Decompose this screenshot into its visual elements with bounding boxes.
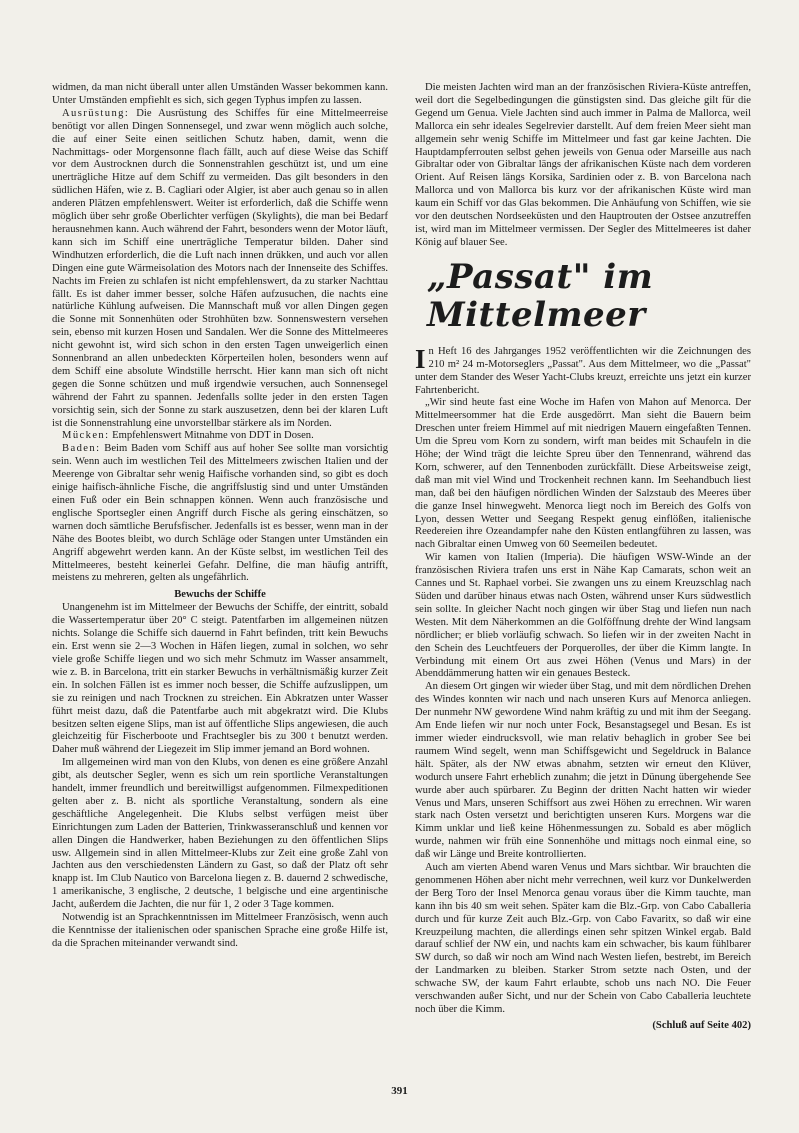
label-mosquitoes: Mücken: <box>62 430 110 442</box>
continued-note: (Schluß auf Seite 402) <box>652 1019 751 1031</box>
label-equipment: Ausrüstung: <box>62 107 130 119</box>
paragraph-mosquitoes <box>52 430 388 443</box>
paragraph-italy: Wir kamen von Italien (Imperia). Die häufigen WSW-Winde an der französischen Riviera trafen uns erst in Nähe Kap Camarats, schon weit an Cannes und St. Raphael vorbei. Sie zwangen uns zu einem Kreuzschlag nach Süden und darüber hinaus etwas nach Osten, während unser Kurs südwestlich sein sollte. In gleicher Nacht noch gingen wir über Stag und liefen nun nach Westen. Mit dem Näherkommen an die Golföffnung drehte der Wind langsam nördlicher; er blieb vorläufig schwach. So liefen wir in der zweiten Nacht in den Schein des Leuchtfeuers der Porquerolles, der über die Kimm langte. In Verbindung mit einem Ort aus zwei Höhen (Venus und Mars) in der Abenddämmerung hatten wir ein genaues Besteck. <box>415 552 751 680</box>
paragraph-clubs: Im allgemeinen wird man von den Klubs, von denen es eine größere Anzahl gibt, als deutscher Segler, wenn es sich um rein sportliche Veranstaltungen handelt, immer freundlich und bereitwilligst aufgenommen. Filmexpeditionen gelten aber z. B. nicht als sportliche Veranstaltung, sondern als eine geschäftliche Angelegenheit. Die Klubs selbst verfügen meist über Einrichtungen zum Laden der Batterien, Trinkwasseranschluß und kennen vor allen Dingen die Handwerker, haben Beziehungen zu den öffentlichen Slips usw. Allgemein sind in allen Mittelmeer-Klubs zur Zeit eine große Zahl von Jachten aus den verschiedensten Ländern zu Gast, so daß der Platz oft sehr knapp ist. Im Club Nautico von Barcelona liegen z. B. dauernd 2 schwedische, 1 amerikanische, 3 englische, 2 deutsche, 1 belgische und eine argentinische Jacht, außerdem die Jachten, die nur für 1, 2 oder 3 Tage kommen. <box>52 757 388 911</box>
drop-cap: I <box>415 343 426 374</box>
text-mosquitoes: Empfehlenswert Mitnahme von DDT in Dosen. <box>109 430 314 442</box>
paragraph-water-typhus: widmen, da man nicht überall unter allen Umständen Wasser bekommen kann. Unter Umständen empfiehlt es sich, sich gegen Typhus impfen zu lassen. <box>52 82 388 106</box>
article-title: „Passat" im Mittelmeer <box>427 256 654 335</box>
text-bathing: Beim Baden vom Schiff aus auf hoher See sollte man vorsichtig sein. Wenn auch im westlichen Teil des Mittelmeers zwischen Italien und der Meerenge von Gibraltar sehr wenig Haifische vorhanden sind, so gibt es doch einige haifisch-ähnliche Fische, die angriffslustig sind und unter Umständen einen Fuß oder ein Bein schnappen können. Wenn auch französische und englische Sportsegler einen Angriff durch Fische als gering einschätzen, so warnen doch sämtliche Berufsfischer. Jedenfalls ist es besser, wenn man in der Nähe des Bootes bleibt, wo durch Schläge oder Stangen unter Umständen ein Angriff abgewehrt werden kann. An der Küste selbst, im westlichen Teil des Mittelmeeres, besteht keinerlei Gefahr. Delfine, die man häufig antrifft, meistens zu mehreren, gelten als ungefährlich. <box>52 443 388 584</box>
section-heading-fouling: Bewuchs der Schiffe <box>174 589 266 601</box>
paragraph-fouling: Unangenehm ist im Mittelmeer der Bewuchs der Schiffe, der eintritt, sobald die Wassertemperatur über 20° C steigt. Patentfarben im allgemeinen nützen nichts. Solange die Schiffe sich dauernd in Fahrt befinden, tritt kein Bewuchs ein. Erst wenn sie 2—3 Wochen in Häfen liegen, zumal in solchen, wo sehr viele große Schiffe liegen und wo sich mehr Schmutz im Wasser ansammelt, wie z. B. in Barcelona, tritt ein starker Bewuchs in verhältnismäßig kurzer Zeit ein. In solchen Fällen ist es immer noch besser, die Schiffe aufzuslippen, um sie zu reinigen und nach Trocknen zu streichen. Ein Abkratzen unter Wasser führt meist dazu, daß die Patentfarbe auch mit abgekratzt wird. Die Klubs besitzen selten eigene Slips, man ist auf öffentliche Slips angewiesen, die auch gleichzeitig für Fischerboote und Frachtsegler bis zu 300 t benutzt werden. Daher muß während der Liegezeit im Slip immer jemand an Bord wohnen. <box>52 602 388 756</box>
paragraph-fourth-evening: Auch am vierten Abend waren Venus und Mars sichtbar. Wir brauchten die genommenen Höhen aber nicht mehr verrechnen, weil kurz vor Dunkelwerden der Berg Toro der Insel Menorca genau voraus über die Kimm tauchte, man kann ihn bis 40 sm weit sehen. Später kam die Blz.-Grp. von Cabo Caballeria durch und für kurze Zeit auch Blz.-Grp. von Cabo Favaritx, so daß wir eine Kreuzpeilung machten, die allerdings einen sehr spitzen Winkel ergab. Bald darauf schlief der NW ein, und nachts kam ein schwacher, bis kaum fühlbarer SW durch, so daß wir noch am Wind nach Westen liefen, bestrebt, im Bereich der Landmarken zu bleiben. Starker Strom setzte nach Osten, und der schwache SW, der kaum Fahrt erlaubte, schob uns nach NO. Die Feuer verschwanden außer Sicht, und nur der Schein von Cabo Caballeria leuchtete noch über die Kimm. <box>415 862 751 1015</box>
page-number: 391 <box>391 1085 408 1097</box>
paragraph-bathing <box>52 443 388 585</box>
left-column <box>52 82 388 951</box>
paragraph-equipment <box>52 108 388 431</box>
paragraph-position: An diesem Ort gingen wir wieder über Stag, und mit dem nördlichen Drehen des Windes konnten wir nach und nach unseren Kurs auf Menorca anliegen. Der nunmehr NW gewordene Wind nahm kräftig zu und mit ihm der Seegang. Am Ende liefen wir nur noch unter Fock, Besanstagsegel und Besan. Es ist immer wieder eindrucksvoll, wie man relativ behaglich in grober See bei raumem Wind segelt, wenn man Schiffsgewicht und Segeldruck in Balance hält. Später, als der NW etwas abnahm, setzten wir erneut den Klüver, wodurch unsere Fahrt erheblich zunahm; die jetzt in Dünung übergehende See wurde aber auch spürbarer. Zu Beginn der dritten Nacht hatten wir wieder Venus und Mars, unseren Schiffsort aus zwei Höhen zu errechnen. Wir waren stark nach Osten versetzt und berichtigten unseren Kurs. Morgens war die Kimm unklar und ließ keine Höhenmessungen zu. Sobald es aber möglich wurde, nahmen wir früh eine Sonnenhöhe und mittags noch einmal eine, so daß wir Länge und Breite kontrollierten. <box>415 681 751 861</box>
paragraph-languages: Notwendig ist an Sprachkenntnissen im Mittelmeer Französisch, wenn auch die Kenntnisse der italienischen oder spanischen Sprache eine große Hilfe ist, da die Sprachen miteinander verwandt sind. <box>52 912 388 949</box>
paragraph-yachts: Die meisten Jachten wird man an der französischen Riviera-Küste antreffen, weil dort die Segelbedingungen die günstigsten sind. Das gleiche gilt für die Gegend um Genua. Viele Jachten sind auch immer in Palma de Mallorca, weil Mallorca ein sehr ideales Segelrevier darstellt. Auf dem freien Meer sieht man allgemein sehr wenig Schiffe im Mittelmeer und fast gar keine Jachten. Die Hauptdampferrouten selbst gehen jeweils von Genua oder Marseille aus nach Gibraltar oder von Gibraltar längs der afrikanischen Küste nach dem vorderen Orient. Auf Reisen längs Korsika, Sardinien oder z. B. von Barcelona nach Mallorca und von Mallorca bis kurz vor der afrikanischen Küste wird man kaum ein Schiff vor das Glas bekommen. Die Anhäufung von Schiffen, wie sie vor den deutschen Nordseeküsten und den Hauptrouten der Ostsee anzutreffen ist, wird man im Mittelmeer vermissen. Der Segler des Mittelmeeres ist daher König auf blauer See. <box>415 82 751 248</box>
paragraph-mahon: „Wir sind heute fast eine Woche im Hafen von Mahon auf Menorca. Der Mittelmeersommer hat die Erde ausgedörrt. Man sieht die Bauern beim Dreschen unter freiem Himmel auf mit niedrigen Mauern eingefaßten Tennen. Um die Spreu vom Korn zu sondern, wirft man beides mit Schaufeln in die Höhe; der Wind trägt die leichte Spreu über den Tennenrand, während das Korn, schwerer, auf den Tennenboden zurückfällt. Diese Arbeitsweise zeigt, daß man mit viel Wind und Trockenheit rechnen kann. Im Seehandbuch liest man, daß bei den häufigen nördlichen Winden der Salzstaub des Meeres über die ganze Insel hinwegweht. Menorca liegt noch im Bereich des Golfs von Lyon, dessen Wetter und Seegang Respekt genug einflößen, italienische Reedereien ihre Ozeandampfer nahe den Küsten entlangführen zu lassen, was nach Gibraltar einen Umweg von 60 Seemeilen bedeutet. <box>415 397 751 551</box>
text-equipment: Die Ausrüstung des Schiffes für eine Mittelmeerreise benötigt vor allen Dingen Sonnensegel, und zwar wenn möglich auch solche, die auf einer Seite einen seitlichen Schutz haben, damit, wenn die Nachmittags- oder Morgensonne flach fällt, auch auf diese Weise das Schiff vor dem Austrocknen durch die Sonnenstrahlen geschützt ist, und um eine unerträgliche Hitze auf dem Schiff zu vermeiden. Das gilt besonders in den südlichen Häfen, wie z. B. Cagliari oder Algier, ist aber auch genau so in allen anderen Plätzen empfehlenswert. Weiter ist erforderlich, daß die Schiffe wenn möglich über sehr große Oberlichter verfügen (Skylights), die man bei Bedarf herausnehmen kann. Auch während der Fahrt, besonders wenn der Motor läuft, kann sich im Schiff eine unerträgliche Temperatur bilden. Daher sind Windhutzen erforderlich, die die Luft nach innen drükken, und auch vor allen Dingen eine gute Wärmeisolation des Motors nach der Innenseite des Schiffes. Nachts im Freien zu schlafen ist nicht empfehlenswert, da zu starker Nachttau fällt. Es ist daher immer besser, solche Häfen aufzusuchen, die nachts eine natürliche Kühlung aufweisen. Die Mannschaft muß vor allen Dingen gegen die Sonne mit Sonnenhüten oder Strohhüten bzw. Sonnenswestern versehen sein, ebenso mit kurzen Hosen und Sandalen. Wer die Sonne des Mittelmeeres nicht gewohnt ist, wird sich schon in den ersten Tagen unweigerlich einen Sonnenbrand an allen unbedeckten Körperteilen holen, besonders wenn auf dem Schiff eine absolute Windstille herrscht. Hier kann man sich oft nicht gegen die Sonne schützen und muß irgendwie versuchen, auch Sonnensegel während der Fahrt zu spannen. Jedenfalls sollte jeder in den ersten Tagen vorsichtig sein, sich der Sonne zu stark auszusetzen, denn bei der klaren Luft ist die Sonnenstrahlung eine unvorstellbar stärkere als im Norden. <box>52 107 388 429</box>
paragraph-intro <box>415 343 751 398</box>
text-intro: n Heft 16 des Jahrganges 1952 veröffentlichten wir die Zeichnungen des 210 m² 24 m-Motorseglers „Passat". Aus dem Mittelmeer, wo die „Passat" unter dem Stander des Weser Yacht-Clubs kreuzt, erreichte uns jetzt ein kurzer Fahrtenbericht. <box>415 345 751 396</box>
right-column <box>415 82 751 1032</box>
label-bathing: Baden: <box>62 443 101 455</box>
